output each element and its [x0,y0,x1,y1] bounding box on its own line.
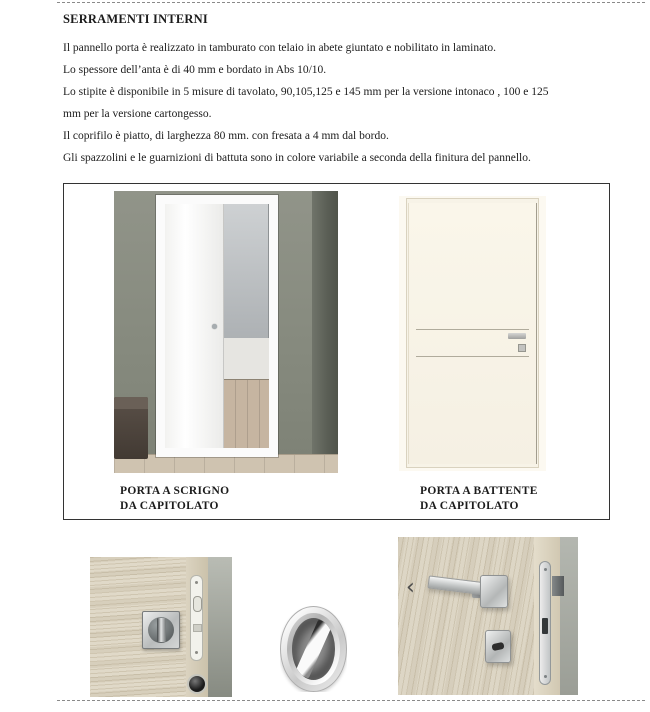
pull-grip [157,618,166,642]
ottoman [114,397,148,459]
door-types-panel [63,183,610,520]
pull-recess [292,618,335,680]
flush-pull-dot [212,324,217,329]
gray-background [560,537,578,695]
pocket-door-leaf [165,204,224,448]
body-line: Lo spessore dell’anta è di 40 mm e bordato in Abs 10/10. [63,64,327,76]
hinged-door-photo [399,196,546,471]
door-frame [156,195,278,457]
pocket-door-caption [120,484,229,514]
finger-hole [189,676,205,692]
bottom-divider [57,700,645,701]
body-line: Il coprifilo è piatto, di larghezza 80 mm. con fresata a 4 mm dal bordo. [63,130,389,142]
groove-line [416,356,529,357]
hallway-view [223,204,269,448]
caption-line: PORTA A SCRIGNO [120,485,230,497]
pocket-door-photo [114,191,338,473]
interior-wood-floor [223,379,269,448]
section-title: SERRAMENTI INTERNI [63,12,208,26]
caption-line: DA CAPITOLATO [420,500,519,512]
handle-rosette [480,575,508,608]
carousel-prev-icon: ‹ [406,575,415,600]
body-line: mm per la versione cartongesso. [63,108,212,120]
latch-cutout [193,624,202,632]
flush-pull-round-photo [280,606,347,692]
screw-dot [544,675,547,678]
latch-slot [542,618,548,634]
top-divider [57,2,645,3]
wall-shadow-band [312,191,338,456]
screw-dot [195,581,198,584]
body-line: Il pannello porta è realizzato in tamburato con telaio in abete giuntato e nobilitato in laminato. [63,42,497,54]
gray-background [208,557,232,697]
keyhole-escutcheon [485,630,511,663]
ottoman-top [114,397,148,409]
edge-lock-strip [190,575,203,661]
hinged-door-caption [420,484,538,514]
pull-turn-bar [295,619,332,678]
lever-handle-photo [398,537,578,695]
screw-dot [195,651,198,654]
caption-line: PORTA A BATTENTE [420,485,538,497]
body-line: Lo stipite è disponibile in 5 misure di tavolato, 90,105,125 e 145 mm per la versione intonaco , 100 e 125 [63,86,549,98]
interior-gray-door [223,204,269,338]
keyhole [491,642,504,651]
caption-line: DA CAPITOLATO [120,500,219,512]
flush-bolt-cutout [193,596,202,612]
wood-door-face [398,537,534,695]
round-flush-pull [280,606,347,692]
text-block [63,7,548,169]
pull-recess [148,617,174,643]
magnetic-lock-strip [539,561,551,685]
strike-latch [552,576,564,596]
door-handle [508,333,526,339]
screw-dot [544,568,547,571]
door-opening [165,204,269,448]
groove-line [416,329,529,330]
flush-pull-square-photo [90,557,232,697]
square-flush-pull [142,611,180,649]
door-lock [518,344,526,352]
body-line: Gli spazzolini e le guarnizioni di battuta sono in colore variabile a seconda della finitura del pannello. [63,152,531,164]
